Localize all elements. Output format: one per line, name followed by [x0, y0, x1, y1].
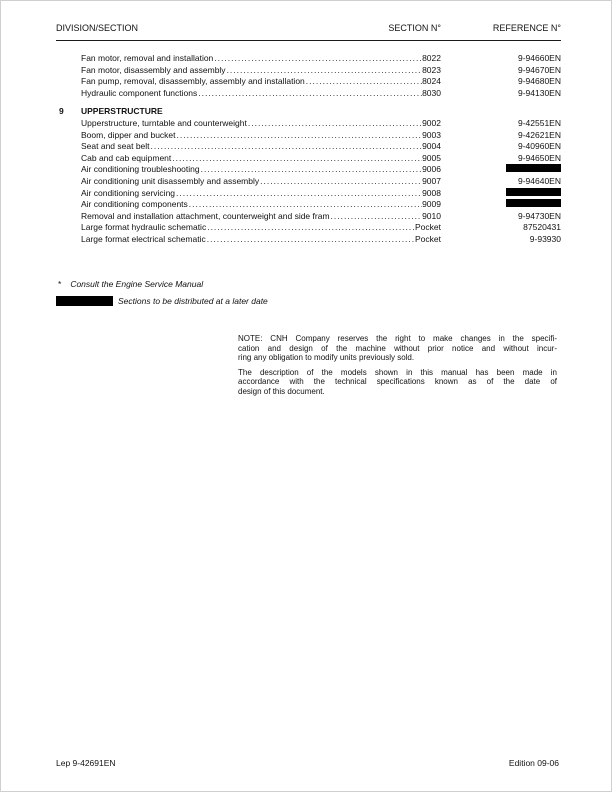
reference-number — [441, 188, 561, 200]
item-title: Air conditioning unit disassembly and assembly — [81, 175, 260, 186]
section-number: 9004 — [422, 141, 441, 152]
section-number: 9006 — [422, 164, 441, 175]
item-title: Fan motor, disassembly and assembly — [81, 64, 226, 75]
reference-number — [441, 199, 561, 211]
toc-item — [56, 164, 561, 176]
toc-item — [56, 153, 561, 165]
section-number: 8024 — [422, 76, 441, 87]
reference-number: 9-94640EN — [517, 175, 561, 186]
reference-number: 9-40960EN — [517, 141, 561, 152]
section-number: 9007 — [422, 175, 441, 186]
header-reference-label: REFERENCE N° — [492, 23, 561, 33]
section-number: Pocket — [415, 233, 441, 244]
reference-number — [441, 164, 561, 176]
dot-leader — [330, 211, 423, 223]
item-title: Air conditioning components — [81, 199, 188, 210]
header-section-label: SECTION N° — [388, 23, 441, 33]
item-title: Seat and seat belt — [81, 141, 150, 152]
section-number: 9008 — [422, 187, 441, 198]
footer-edition: Edition 09-06 — [508, 758, 559, 768]
section-number: 9005 — [422, 152, 441, 163]
item-title: Fan pump, removal, disassembly, assembly and installation — [81, 76, 305, 87]
item-title: Removal and installation attachment, counterweight and side fram — [81, 210, 330, 221]
redacted-bar — [506, 199, 561, 207]
dot-leader — [206, 222, 415, 234]
section-number: 9010 — [422, 210, 441, 221]
toc-item — [56, 211, 561, 223]
note-paragraph-1 — [238, 334, 557, 363]
reference-number: 9-42621EN — [517, 129, 561, 140]
reference-number: 9-94650EN — [517, 152, 561, 163]
dot-leader — [226, 65, 423, 77]
reference-number: 9-94680EN — [517, 76, 561, 87]
dot-leader — [247, 118, 422, 130]
toc-item — [56, 176, 561, 188]
item-title: Air conditioning troubleshooting — [81, 164, 200, 175]
item-title: Air conditioning servicing — [81, 187, 176, 198]
item-title: Large format electrical schematic — [81, 233, 206, 244]
reference-number: 9-94660EN — [517, 53, 561, 63]
footer-document-code: Lep 9-42691EN — [56, 758, 116, 768]
dot-leader — [200, 164, 422, 176]
dot-leader — [188, 199, 422, 211]
section-number: 9003 — [422, 129, 441, 140]
toc-item — [56, 76, 561, 88]
footnote-consult — [58, 279, 203, 289]
group-number: 9 — [59, 106, 64, 117]
item-title: Cab and cab equipment — [81, 152, 172, 163]
note-line: cation and design of the machine without prior notice and without incur- — [238, 343, 557, 353]
section-number: 9009 — [422, 199, 441, 210]
item-title: Hydraulic component functions — [81, 87, 198, 98]
note-line: The description of the models shown in this manual has been made in — [238, 367, 557, 377]
footnote-later-date — [56, 296, 268, 306]
item-title: Fan motor, removal and installation — [81, 53, 214, 63]
redacted-bar-legend — [56, 296, 113, 306]
section-number: 8023 — [422, 64, 441, 75]
section-number: 8022 — [422, 53, 441, 63]
section-number: 8030 — [422, 87, 441, 98]
dot-leader — [150, 141, 423, 153]
dot-leader — [175, 188, 422, 200]
footnote-consult-text: Consult the Engine Service Manual — [70, 279, 204, 289]
toc-item — [56, 88, 561, 100]
page-footer — [56, 758, 559, 768]
footnote-later-date-text: Sections to be distributed at a later date — [118, 296, 268, 306]
item-title: Upperstructure, turntable and counterweight — [81, 117, 247, 128]
toc — [56, 53, 561, 246]
header-division-label: DIVISION/SECTION — [56, 23, 139, 33]
asterisk: * — [58, 279, 62, 289]
reference-number: 9-93930 — [529, 233, 561, 244]
toc-item — [56, 199, 561, 211]
dot-leader — [259, 176, 422, 188]
toc-item — [56, 234, 561, 246]
item-title: Boom, dipper and bucket — [81, 129, 176, 140]
note-line: design of this document. — [238, 386, 325, 396]
dot-leader — [213, 53, 422, 65]
dot-leader — [206, 234, 415, 246]
reference-number: 87520431 — [523, 222, 561, 233]
toc-item — [56, 222, 561, 234]
toc-item — [56, 130, 561, 142]
note-line: NOTE: CNH Company reserves the right to make changes in the specifi- — [238, 334, 557, 343]
toc-item — [56, 118, 561, 130]
section-number: 9002 — [422, 117, 441, 128]
dot-leader — [305, 76, 422, 88]
table-header — [56, 23, 561, 41]
reference-number: 9-94730EN — [517, 210, 561, 221]
note-paragraph-2 — [238, 368, 557, 397]
dot-leader — [197, 88, 422, 100]
redacted-bar — [506, 188, 561, 196]
reference-number: 9-94130EN — [517, 87, 561, 98]
redacted-bar — [506, 164, 561, 172]
reference-number: 9-42551EN — [517, 117, 561, 128]
reference-number: 9-94670EN — [517, 64, 561, 75]
note-block — [238, 334, 557, 397]
toc-item — [56, 188, 561, 200]
dot-leader — [176, 130, 423, 142]
toc-item — [56, 53, 561, 65]
group-title: UPPERSTRUCTURE — [81, 106, 163, 117]
note-line: ring any obligation to modify units previously sold. — [238, 353, 415, 363]
toc-item — [56, 141, 561, 153]
toc-item — [56, 65, 561, 77]
toc-group-heading — [56, 106, 561, 118]
section-number: Pocket — [415, 222, 441, 233]
item-title: Large format hydraulic schematic — [81, 222, 207, 233]
note-line: accordance with the technical specifications known as of the date of — [238, 377, 557, 387]
dot-leader — [171, 153, 422, 165]
